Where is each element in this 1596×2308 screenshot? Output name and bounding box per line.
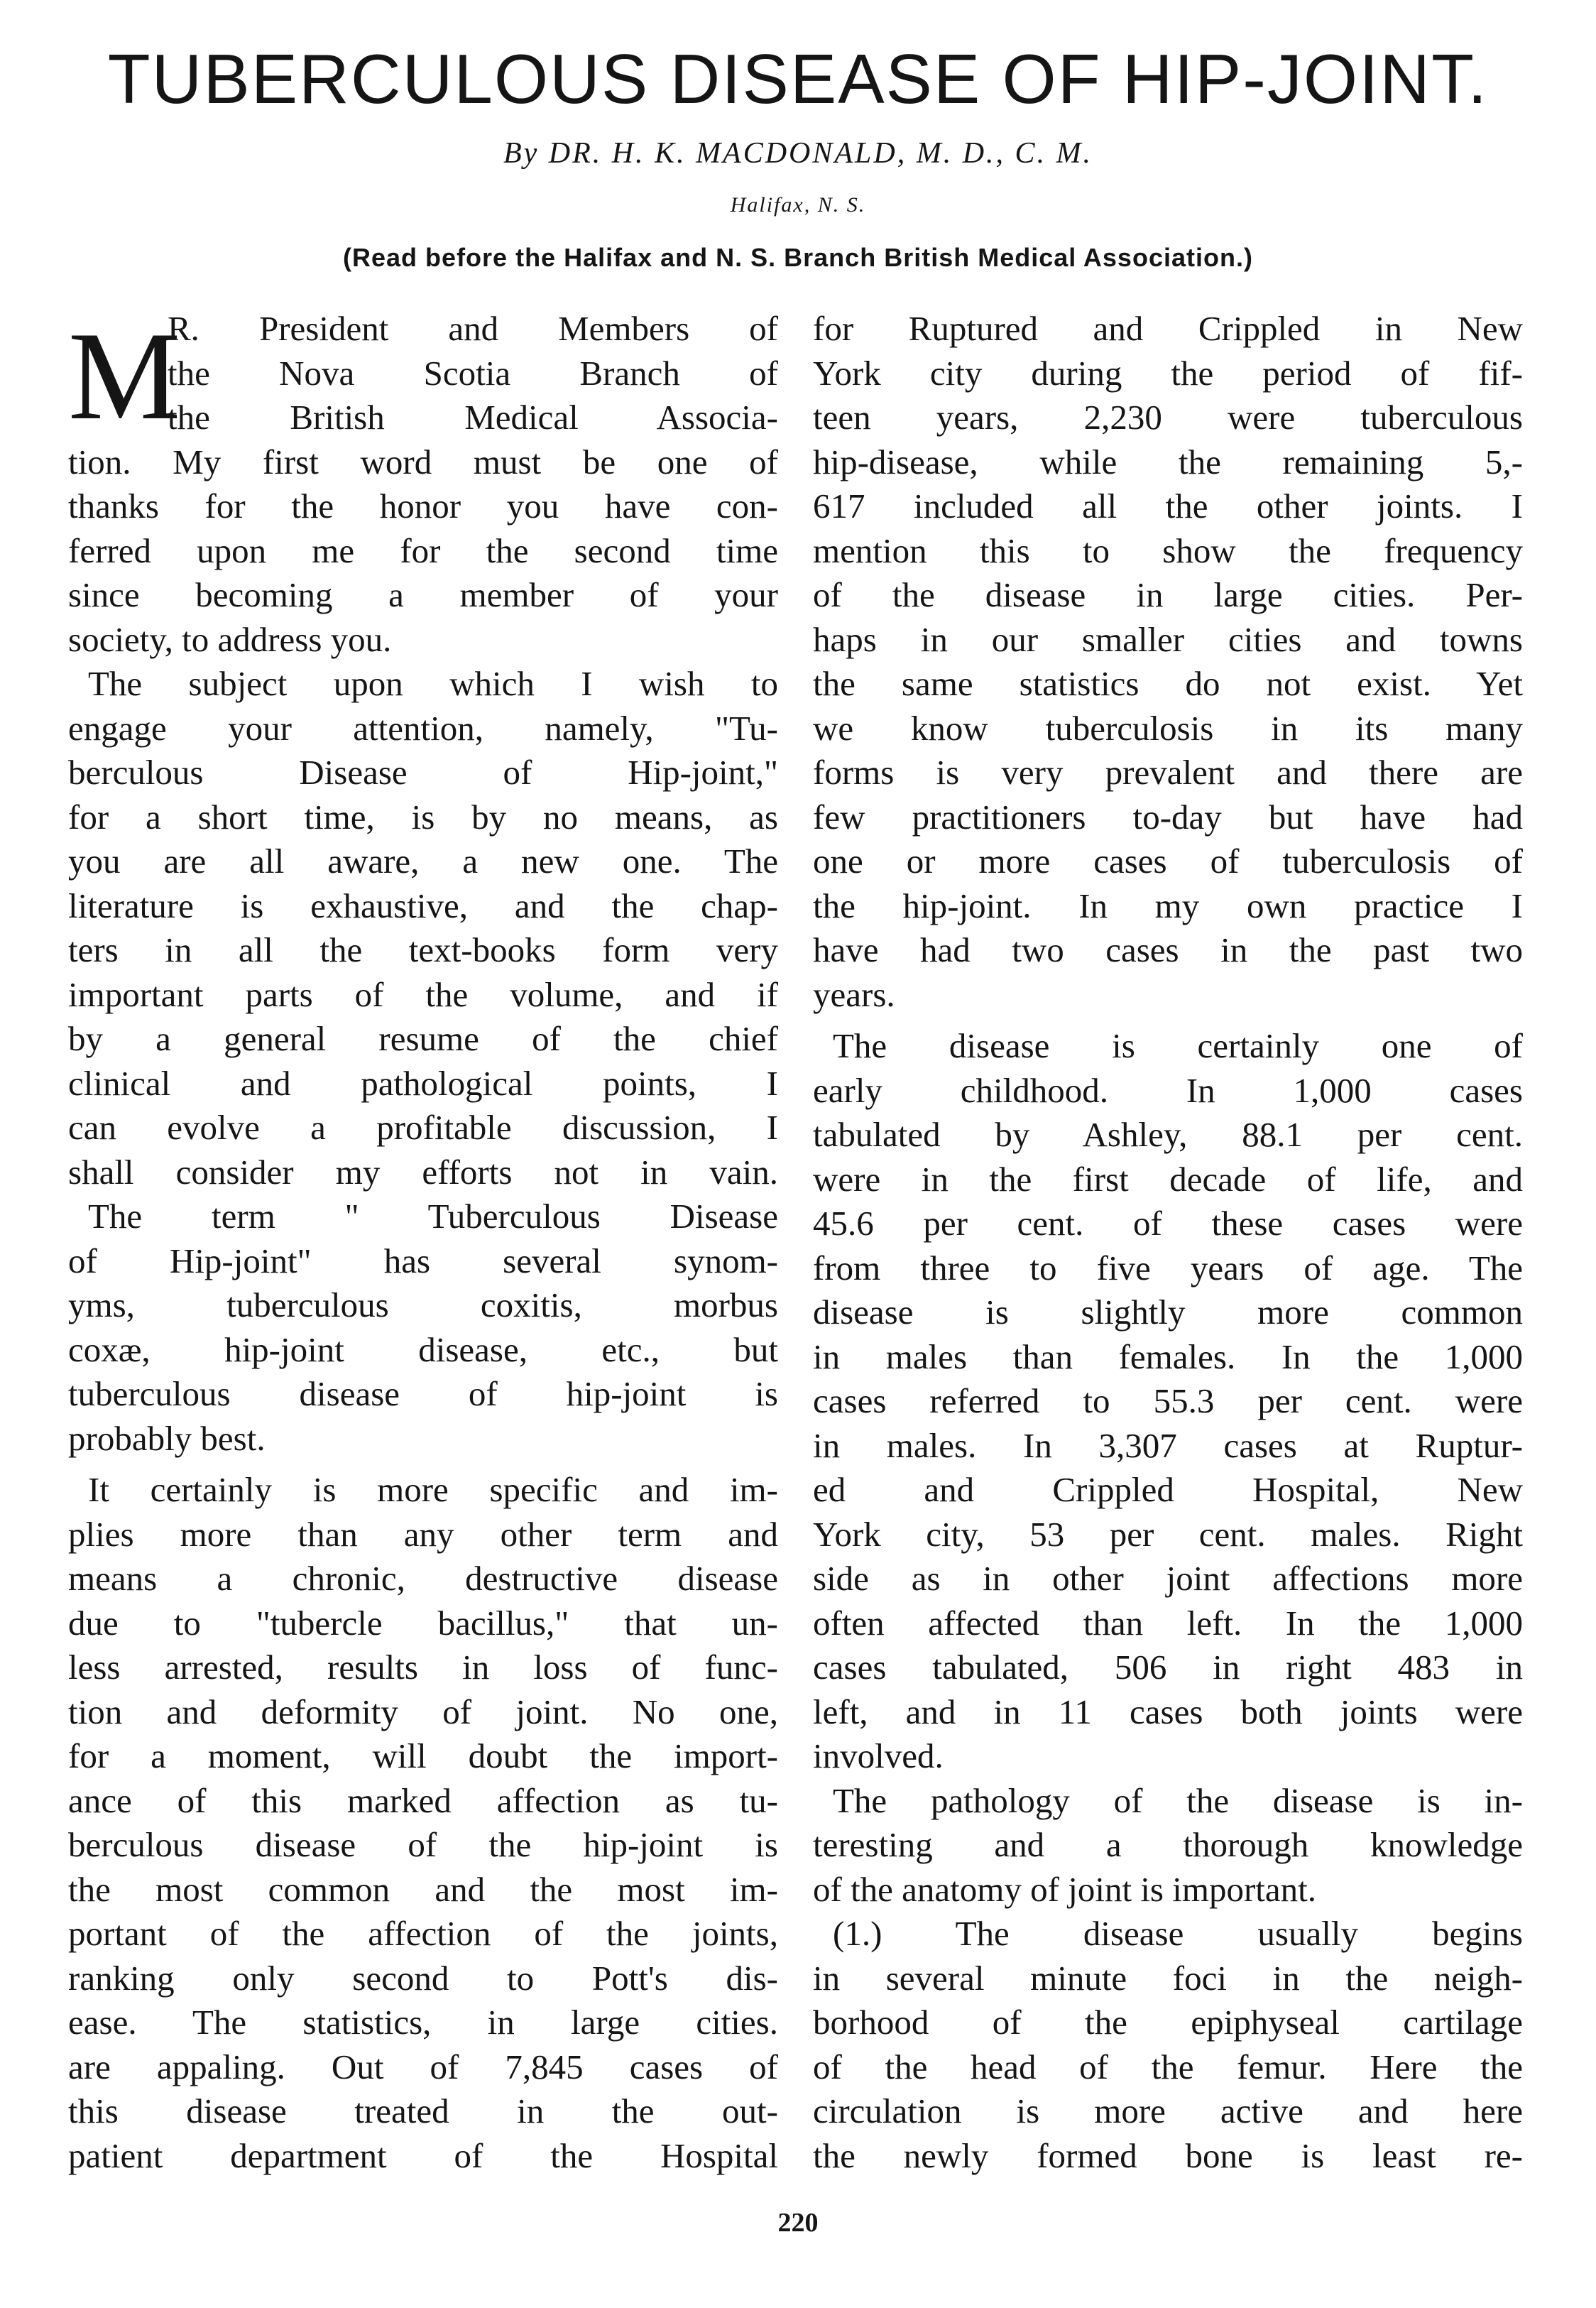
text-line: tion. My first word must be one of [68,442,778,481]
text-line: in several minute foci in the neigh- [813,1958,1523,1998]
text-line: borhood of the epiphyseal cartilage [813,2003,1523,2042]
text-line: for a short time, is by no means, as [68,797,778,837]
text-line: literature is exhaustive, and the chap- [68,886,778,925]
text-line: The term " Tuberculous Disease [88,1197,778,1236]
text-line: disease is slightly more common [813,1292,1523,1332]
text-line: forms is very prevalent and there are [813,753,1523,792]
text-line: teen years, 2,230 were tuberculous [813,398,1523,437]
text-line: The disease is certainly one of [833,1026,1523,1065]
text-line: mention this to show the frequency [813,530,1523,570]
text-line: involved. [813,1736,944,1775]
text-line: thanks for the honor you have con- [68,486,778,526]
text-line: often affected than left. In the 1,000 [813,1603,1523,1643]
text-line: haps in our smaller cities and towns [813,619,1523,659]
text-line: York city, 53 per cent. males. Right [813,1514,1523,1554]
text-line: of the head of the femur. Here the [813,2047,1523,2086]
text-line: The pathology of the disease is in- [833,1780,1523,1820]
text-line: patient department of the Hospital [68,2135,778,2175]
text-line: It certainly is more specific and im- [88,1470,778,1509]
text-line: yms, tuberculous coxitis, morbus [68,1285,778,1324]
text-line: ed and Crippled Hospital, New [813,1470,1523,1509]
text-line: berculous Disease of Hip-joint," [68,753,778,792]
text-line: one or more cases of tuberculosis of [813,842,1523,881]
text-line: of Hip-joint" has several synom- [68,1241,778,1280]
text-line: (1.) The disease usually begins [833,1914,1523,1953]
text-line: have had two cases in the past two [813,930,1523,969]
text-line: R. President and Members of [168,309,778,348]
text-line: tabulated by Ashley, 88.1 per cent. [813,1115,1523,1154]
text-line: clinical and pathological points, I [68,1063,778,1103]
text-line: circulation is more active and here [813,2091,1523,2130]
text-line: since becoming a member of your [68,575,778,614]
text-line: were in the first decade of life, and [813,1159,1523,1199]
text-line: plies more than any other term and [68,1514,778,1554]
text-line: the newly formed bone is least re- [813,2135,1523,2175]
text-line: this disease treated in the out- [68,2091,778,2130]
text-line: tion and deformity of joint. No one, [68,1692,778,1731]
text-line: important parts of the volume, and if [68,974,778,1014]
text-line: berculous disease of the hip-joint is [68,1825,778,1864]
text-line: York city during the period of fif- [813,353,1523,393]
text-line: ance of this marked affection as tu- [68,1780,778,1820]
text-line: the British Medical Associa- [168,398,778,437]
text-line: tuberculous disease of hip-joint is [68,1374,778,1413]
text-line: are appaling. Out of 7,845 cases of [68,2047,778,2086]
text-line: from three to five years of age. The [813,1248,1523,1288]
author-location: Halifax, N. S. [730,193,866,217]
article-title: TUBERCULOUS DISEASE OF HIP-JOINT. [107,40,1489,118]
paragraph-gap [813,1017,1523,1024]
text-line: engage your attention, namely, "Tu- [68,708,778,748]
text-line: cases referred to 55.3 per cent. were [813,1381,1523,1420]
text-line: ranking only second to Pott's dis- [68,1958,778,1998]
text-line: 617 included all the other joints. I [813,486,1523,526]
text-line: ters in all the text-books form very [68,930,778,969]
text-line: of the disease in large cities. Per- [813,575,1523,614]
text-line: in males than females. In the 1,000 [813,1337,1523,1376]
text-line: teresting and a thorough knowledge [813,1825,1523,1864]
text-line: of the anatomy of joint is important. [813,1869,1317,1909]
text-line: the same statistics do not exist. Yet [813,664,1523,703]
text-line: hip-disease, while the remaining 5,- [813,442,1523,481]
text-line: left, and in 11 cases both joints were [813,1692,1523,1731]
text-line: cases tabulated, 506 in right 483 in [813,1648,1523,1687]
right-column [813,307,1523,2178]
text-line: the most common and the most im- [68,1869,778,1909]
text-line: few practitioners to-day but have had [813,797,1523,837]
text-line: coxæ, hip-joint disease, etc., but [68,1329,778,1369]
left-column [68,307,778,2178]
page-number: 220 [777,2208,819,2238]
text-line: 45.6 per cent. of these cases were [813,1204,1523,1243]
text-line: ferred upon me for the second time [68,530,778,570]
text-line: by a general resume of the chief [68,1019,778,1058]
text-line: due to "tubercle bacillus," that un- [68,1603,778,1643]
text-line: the hip-joint. In my own practice I [813,886,1523,925]
text-line: means a chronic, destructive disease [68,1559,778,1598]
text-line: ease. The statistics, in large cities. [68,2003,778,2042]
text-line: for a moment, will doubt the import- [68,1736,778,1775]
drop-cap: M [68,305,181,446]
text-line: in males. In 3,307 cases at Ruptur- [813,1425,1523,1465]
text-line: the Nova Scotia Branch of [168,353,778,393]
text-line: shall consider my efforts not in vain. [68,1152,778,1192]
text-line: portant of the affection of the joints, [68,1914,778,1953]
text-line: years. [813,974,895,1014]
author-byline: By DR. H. K. MACDONALD, M. D., C. M. [503,137,1093,170]
text-line: less arrested, results in loss of func- [68,1648,778,1687]
text-line: side as in other joint affections more [813,1559,1523,1598]
text-line: society, to address you. [68,619,392,659]
text-line: you are all aware, a new one. The [68,842,778,881]
read-before-note: (Read before the Halifax and N. S. Branch British Medical Association.) [343,243,1253,272]
paragraph-gap [68,1461,778,1468]
text-line: we know tuberculosis in its many [813,708,1523,748]
text-line: The subject upon which I wish to [88,664,778,703]
text-line: can evolve a profitable discussion, I [68,1108,778,1147]
text-line: early childhood. In 1,000 cases [813,1070,1523,1110]
text-line: probably best. [68,1418,266,1458]
text-line: for Ruptured and Crippled in New [813,309,1523,348]
